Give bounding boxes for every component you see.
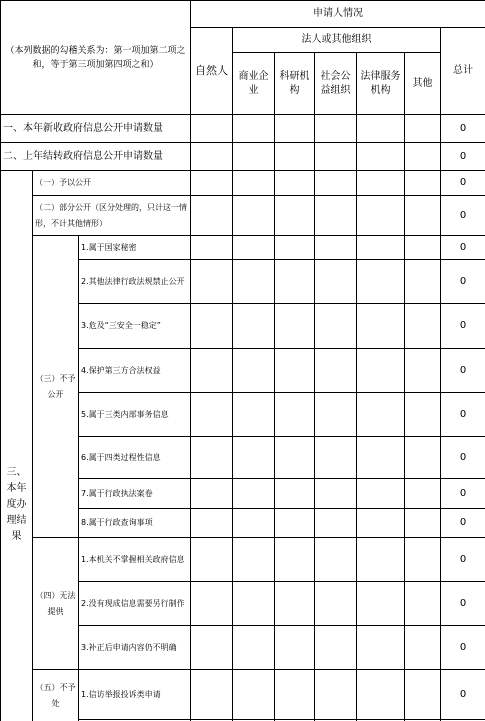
- row-label: 7.属于行政执法案卷: [79, 479, 191, 509]
- row-total: 0: [441, 349, 485, 393]
- row-label: （二）部分公开（区分处理的，只计这一情形，不计其他情形）: [33, 196, 191, 236]
- row-label: 2.其他法律行政法规禁止公开: [79, 260, 191, 304]
- legal-org-header: 法人或其他组织: [233, 28, 441, 53]
- public-welfare-header: 社会公益组织: [315, 53, 357, 115]
- row-total: 0: [441, 437, 485, 479]
- table-row: [1, 171, 485, 196]
- row-label: 1.本机关不掌握相关政府信息: [79, 538, 191, 582]
- row-total: 0: [441, 670, 485, 720]
- section-three-label: 三、本年度办理结果: [1, 171, 33, 721]
- row-label: 3.补正后申请内容仍不明确: [79, 626, 191, 670]
- row-total: 0: [441, 304, 485, 349]
- note-cell: （本列数据的勾稽关系为：第一项加第二项之和，等于第三项加第四项之和）: [1, 1, 191, 115]
- row-total: 0: [441, 626, 485, 670]
- row-total: 0: [441, 196, 485, 236]
- row-label: 1.信访举报投诉类申请: [79, 670, 191, 720]
- table-row: [1, 670, 485, 720]
- group-label: （三）不予公开: [33, 236, 79, 538]
- row-label: 二、上年结转政府信息公开申请数量: [1, 143, 191, 171]
- row-label: 4.保护第三方合法权益: [79, 349, 191, 393]
- row-total: 0: [441, 538, 485, 582]
- row-label: 6.属于四类过程性信息: [79, 437, 191, 479]
- row-total: 0: [441, 171, 485, 196]
- natural-person-header: 自然人: [191, 28, 233, 115]
- research-header: 科研机构: [275, 53, 315, 115]
- row-total: 0: [441, 260, 485, 304]
- row-label: 5.属于三类内部事务信息: [79, 393, 191, 437]
- row-total: 0: [441, 143, 485, 171]
- table-row: [1, 143, 485, 171]
- row-label: 3.危及“三安全一稳定”: [79, 304, 191, 349]
- row-label: （一）予以公开: [33, 171, 191, 196]
- table-row: [1, 538, 485, 582]
- total-header: 总计: [441, 28, 485, 115]
- applicant-header: 申请人情况: [191, 1, 485, 28]
- table-row: [1, 236, 485, 260]
- row-label: 8.属于行政查询事项: [79, 509, 191, 538]
- row-label: 一、本年新收政府信息公开申请数量: [1, 115, 191, 143]
- table-row: [1, 196, 485, 236]
- row-total: 0: [441, 115, 485, 143]
- row-label: 1.属于国家秘密: [79, 236, 191, 260]
- row-total: 0: [441, 393, 485, 437]
- commercial-header: 商业企业: [233, 53, 275, 115]
- row-total: 0: [441, 509, 485, 538]
- group-label: （五）不予处: [33, 670, 79, 721]
- row-total: 0: [441, 479, 485, 509]
- table-row: [1, 115, 485, 143]
- other-header: 其他: [405, 53, 441, 115]
- legal-service-header: 法律服务机构: [357, 53, 405, 115]
- row-total: 0: [441, 582, 485, 626]
- row-total: 0: [441, 236, 485, 260]
- group-label: （四）无法提供: [33, 538, 79, 670]
- row-label: 2.没有现成信息需要另行制作: [79, 582, 191, 626]
